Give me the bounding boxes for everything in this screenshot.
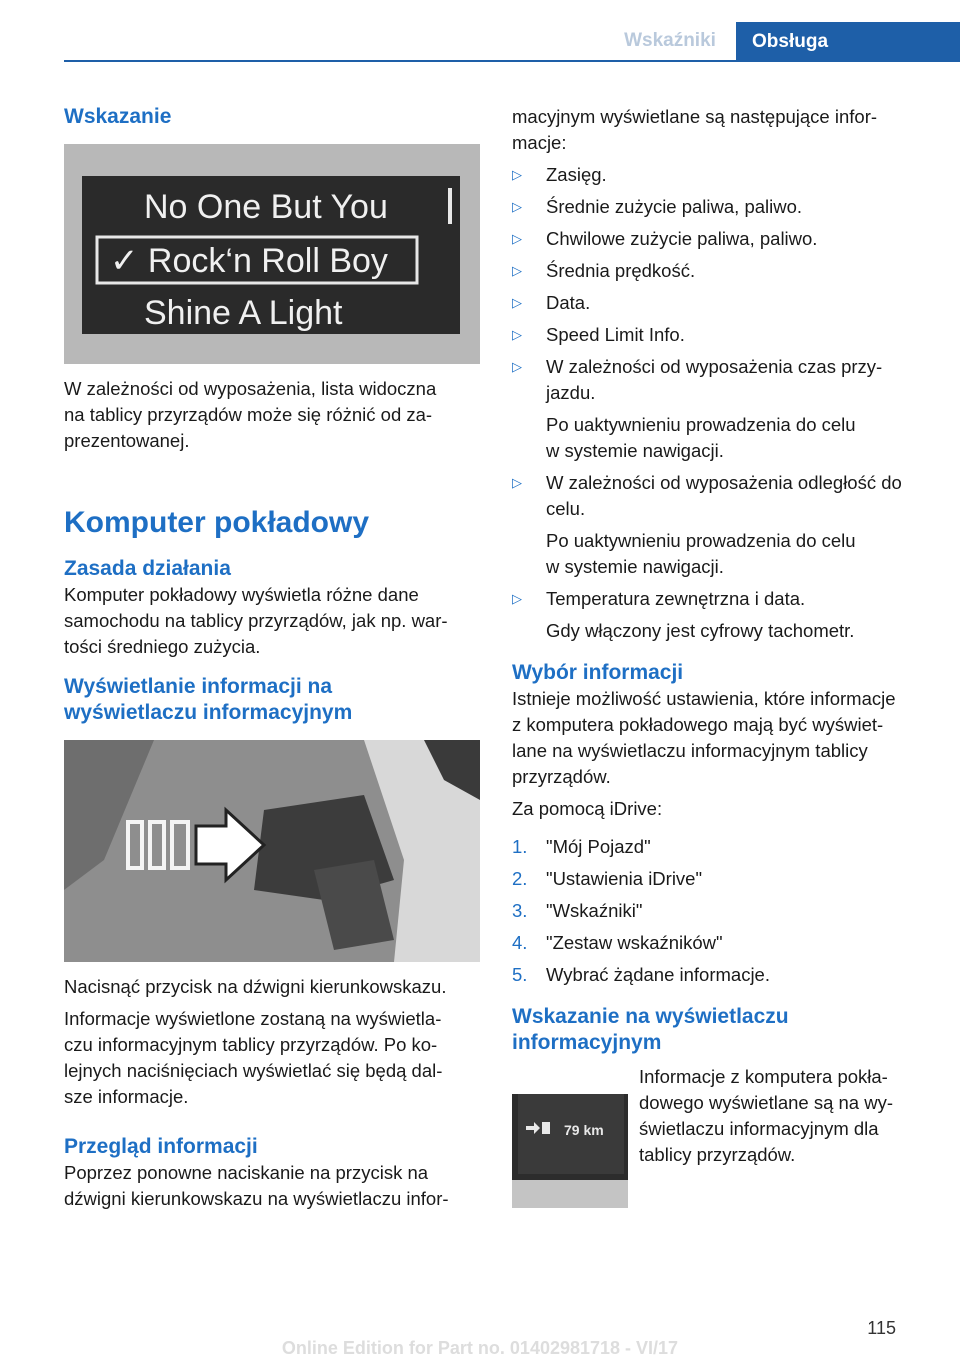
playlist-item-3: Shine A Light [144,294,343,332]
tab-indicators[interactable]: Wskaźniki [624,30,716,51]
info-item [512,470,932,580]
info-item [512,322,932,348]
info-item-text: Zasięg. [546,164,607,185]
range-display-image [512,1094,628,1208]
info-item [512,226,932,252]
right-column [512,104,932,1194]
section-heading-overview: Przegląd informacji [64,1135,258,1158]
triangle-bullet-icon: ▷ [512,295,522,310]
step-text: "Ustawienia iDrive" [546,868,703,889]
triangle-bullet-icon: ▷ [512,359,522,374]
info-item [512,354,932,464]
triangle-bullet-icon: ▷ [512,263,522,278]
info-item-note: w systemie nawigacji. [546,556,724,577]
principle-text-line: tości średniego zużycia. [64,636,261,657]
display-block [512,1064,932,1194]
step-text: Wybrać żądane informacje. [546,964,770,985]
step-item [512,962,932,994]
display2-text-line: tablicy przyrządów. [639,1144,796,1165]
select-text-line: lane na wyświetlaczu informacyjnym tablicy [512,740,868,761]
triangle-bullet-icon: ▷ [512,475,522,490]
display2-text-line: dowego wyświetlane są na wy- [639,1092,893,1113]
info-items-list [512,162,932,644]
idrive-text: Za pomocą iDrive: [512,798,663,819]
step-item [512,898,932,930]
info-item-text: Temperatura zewnętrzna i data. [546,588,806,609]
info-item-note: w systemie nawigacji. [546,440,724,461]
step-item [512,834,932,866]
info-item-text: Średnia prędkość. [546,260,696,281]
step-text: "Wskaźniki" [546,900,643,921]
tab-operation[interactable]: Obsługa [736,22,960,62]
info-item-text: Speed Limit Info. [546,324,685,345]
triangle-bullet-icon: ▷ [512,167,522,182]
playlist-item-1: No One But You [144,188,388,226]
info-item [512,162,932,188]
turn-signal-lever-image [64,740,480,962]
display2-text-line: Informacje z komputera pokła- [639,1066,888,1087]
edition-footer: Online Edition for Part no. 01402981718 - VI/17 [281,1338,679,1358]
triangle-bullet-icon: ▷ [512,231,522,246]
triangle-bullet-icon: ▷ [512,199,522,214]
step-number: 3. [512,900,528,921]
playlist-item-2-selected: ✓ Rock‘n Roll Boy [110,242,388,280]
display2-text-line: świetlaczu informacyjnym dla [639,1118,879,1139]
section-heading-principle: Zasada działania [64,557,231,580]
select-text-line: z komputera pokładowego mają być wyświet- [512,714,884,735]
step-text: "Zestaw wskaźników" [546,932,723,953]
display-text-line: na tablicy przyrządów może się różnić od za- [64,404,433,425]
intro-text-line: macyjnym wyświetlane są następujące infor- [512,106,878,127]
info-item-note: Po uaktywnieniu prowadzenia do celu [546,530,856,551]
left-column [64,104,484,1212]
info-text-line: lejnych naciśnięciach wyświetlać się będą dal- [64,1060,443,1081]
playlist-display-image [64,144,480,364]
section-heading-select-info: Wybór informacji [512,661,684,684]
step-item [512,866,932,898]
triangle-bullet-icon: ▷ [512,327,522,342]
info-text-line: Informacje wyświetlone zostaną na wyświetla- [64,1008,442,1029]
range-value: 79 km [564,1122,604,1138]
triangle-bullet-icon: ▷ [512,591,522,606]
info-item-text: Średnie zużycie paliwa, paliwo. [546,196,803,217]
info-item-text: Data. [546,292,591,313]
press-button-text: Nacisnąć przycisk na dźwigni kierunkowskazu. [64,976,447,997]
display-text-line: prezentowanej. [64,430,190,451]
step-text: "Mój Pojazd" [546,836,651,857]
chapter-heading-onboard-computer: Komputer pokładowy [64,506,370,539]
section-heading-info-display-2: informacyjnym [512,1031,662,1054]
overview-text-line: Poprzez ponowne naciskanie na przycisk na [64,1162,429,1183]
info-item [512,290,932,316]
select-text-line: przyrządów. [512,766,611,787]
section-heading-display: Wskazanie [64,105,172,128]
steps-list [512,834,932,994]
display-text-line: W zależności od wyposażenia, lista widoczna [64,378,437,399]
info-text-line: sze informacje. [64,1086,189,1107]
page-number: 115 [867,1318,896,1338]
info-item-text: jazdu. [546,382,596,403]
principle-text-line: Komputer pokładowy wyświetla różne dane [64,584,419,605]
info-item-text: W zależności od wyposażenia odległość do [546,472,902,493]
step-item [512,930,932,962]
info-text-line: czu informacyjnym tablicy przyrządów. Po ko- [64,1034,438,1055]
info-item [512,194,932,220]
info-item-note: Gdy włączony jest cyfrowy tachometr. [546,620,855,641]
info-item-text: celu. [546,498,586,519]
step-number: 1. [512,836,528,857]
intro-text-line: macje: [512,132,567,153]
info-item [512,586,932,644]
info-item-note: Po uaktywnieniu prowadzenia do celu [546,414,856,435]
info-item [512,258,932,284]
section-heading-info-display: Wyświetlanie informacji na [64,675,333,698]
select-text-line: Istnieje możliwość ustawienia, które informacje [512,688,896,709]
overview-text-line: dźwigni kierunkowskazu na wyświetlaczu infor- [64,1188,449,1209]
section-heading-info-display-2: Wskazanie na wyświetlaczu [512,1005,789,1028]
info-item-text: W zależności od wyposażenia czas przy- [546,356,883,377]
section-heading-info-display: wyświetlaczu informacyjnym [64,701,353,724]
step-number: 4. [512,932,528,953]
info-item-text: Chwilowe zużycie paliwa, paliwo. [546,228,818,249]
step-number: 2. [512,868,528,889]
principle-text-line: samochodu na tablicy przyrządów, jak np. war- [64,610,448,631]
step-number: 5. [512,964,528,985]
